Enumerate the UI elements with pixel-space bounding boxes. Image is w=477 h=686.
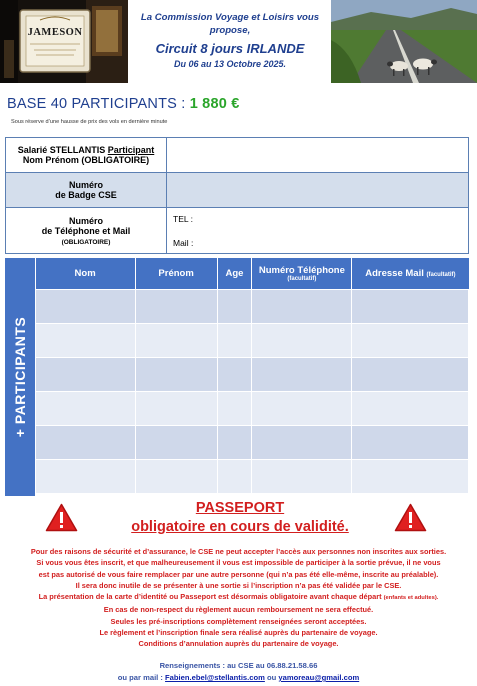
participant-nom-cell[interactable] (36, 392, 136, 426)
participant-telephone-cell[interactable] (252, 290, 352, 324)
col-prenom: Prénom (135, 258, 217, 290)
passport-notice (90, 499, 390, 537)
phone-mail-label: Numéro de Téléphone et Mail (OBLIGATOIRE) (6, 208, 167, 254)
contact-info: Renseignements : au CSE au 06.88.21.58.66 ou par mail : Fabien.ebel@stellantis.com ou yamoreau@gmail.com (2, 660, 475, 684)
participants-rows (36, 290, 469, 494)
participant-prenom-cell[interactable] (135, 290, 217, 324)
participant-age-cell[interactable] (217, 358, 252, 392)
participant-mail-cell[interactable] (352, 392, 469, 426)
mail-label: Mail : (173, 237, 194, 248)
participant-age-cell[interactable] (217, 324, 252, 358)
road-sheep-photo (331, 0, 477, 83)
participant-age-cell[interactable] (217, 392, 252, 426)
base-label: BASE 40 PARTICIPANTS : (7, 96, 190, 112)
participant-row (36, 426, 469, 460)
participant-row (36, 460, 469, 494)
participant-telephone-cell[interactable] (252, 358, 352, 392)
col-adresse-mail: Adresse Mail (facultatif) (352, 258, 469, 290)
participant-prenom-cell[interactable] (135, 460, 217, 494)
header-dates: Du 06 au 13 Octobre 2025. (173, 59, 287, 69)
contact-phone: Renseignements : au CSE au 06.88.21.58.66 (159, 661, 318, 670)
warning-icon (45, 503, 78, 532)
participant-telephone-cell[interactable] (252, 392, 352, 426)
participant-age-cell[interactable] (217, 426, 252, 460)
participant-prenom-cell[interactable] (135, 426, 217, 460)
participant-mail-cell[interactable] (352, 358, 469, 392)
employee-info-table (5, 137, 469, 254)
passport-title: PASSEPORT (195, 500, 285, 516)
jameson-sign-text: JAMESON (27, 27, 83, 38)
participant-row (36, 392, 469, 426)
participant-prenom-cell[interactable] (135, 392, 217, 426)
employee-name-field[interactable] (167, 138, 469, 173)
participant-telephone-cell[interactable] (252, 460, 352, 494)
header-title: Circuit 8 jours IRLANDE (155, 41, 305, 56)
participant-nom-cell[interactable] (36, 426, 136, 460)
participant-nom-cell[interactable] (36, 324, 136, 358)
passport-subtitle: obligatoire en cours de validité. (131, 519, 349, 535)
jameson-photo (0, 0, 128, 83)
participant-mail-cell[interactable] (352, 324, 469, 358)
participant-nom-cell[interactable] (36, 290, 136, 324)
email-link-yamoreau[interactable]: yamoreau@gmail.com (278, 673, 360, 682)
participant-row (36, 358, 469, 392)
participant-telephone-cell[interactable] (252, 324, 352, 358)
col-telephone: Numéro Téléphone (facultatif) (252, 258, 352, 290)
base-participants (7, 96, 239, 112)
badge-number-field[interactable] (167, 173, 469, 208)
participant-mail-cell[interactable] (352, 290, 469, 324)
col-age: Age (217, 258, 252, 290)
col-nom: Nom (36, 258, 136, 290)
participant-prenom-cell[interactable] (135, 358, 217, 392)
email-link-fabien[interactable]: Fabien.ebel@stellantis.com (165, 673, 265, 682)
participant-telephone-cell[interactable] (252, 426, 352, 460)
participant-nom-cell[interactable] (36, 460, 136, 494)
participant-row (36, 290, 469, 324)
participant-age-cell[interactable] (217, 460, 252, 494)
participant-age-cell[interactable] (217, 290, 252, 324)
participant-nom-cell[interactable] (36, 358, 136, 392)
badge-number-label: Numéro de Badge CSE (6, 173, 167, 208)
participant-prenom-cell[interactable] (135, 324, 217, 358)
header-intro: La Commission Voyage et Loisirs vous propose, (140, 12, 320, 36)
participant-mail-cell[interactable] (352, 460, 469, 494)
header (130, 11, 330, 71)
participant-mail-cell[interactable] (352, 426, 469, 460)
participants-table (35, 258, 469, 494)
participants-side-bar (5, 258, 35, 496)
base-price: 1 880 € (189, 96, 240, 112)
employee-name-label: Salarié STELLANTIS Participant Nom Prénom (OBLIGATOIRE) (6, 138, 167, 173)
participant-row (36, 324, 469, 358)
rules-text: Pour des raisons de sécurité et d’assurance, le CSE ne peut accepter l’accès aux personnes non inscrites aux sorties. Si vous vous êtes inscrit, et que malheureusement il vous est impossible de participer à la sortie prévue, il ne vous est pas autorisé de vous faire remplacer par une autre personne (qui n’a pas été elle-même, inscrite au préalable). Il sera donc inutile de se présenter à une sortie si l’inscription n’a pas été validée par le CSE. La présentation de la carte d’identité ou Passeport est désormais obligatoire avant chaque départ (enfants et adultes). En cas de non-respect du règlement aucun remboursement ne sera effectué. Seules les pré-inscriptions complètement renseignées seront acceptées. Le règlement et l’inscription finale sera réalisé auprès du partenaire de voyage. Conditions d’annulation auprès du partenaire de voyage. (30, 547, 447, 649)
tel-label: TEL : (173, 213, 193, 224)
participants-side-label: + PARTICIPANTS (12, 316, 28, 438)
phone-mail-field[interactable] (167, 208, 469, 254)
price-note: Sous réserve d’une hausse de prix des vols en dernière minute (11, 119, 168, 125)
warning-icon (394, 503, 427, 532)
